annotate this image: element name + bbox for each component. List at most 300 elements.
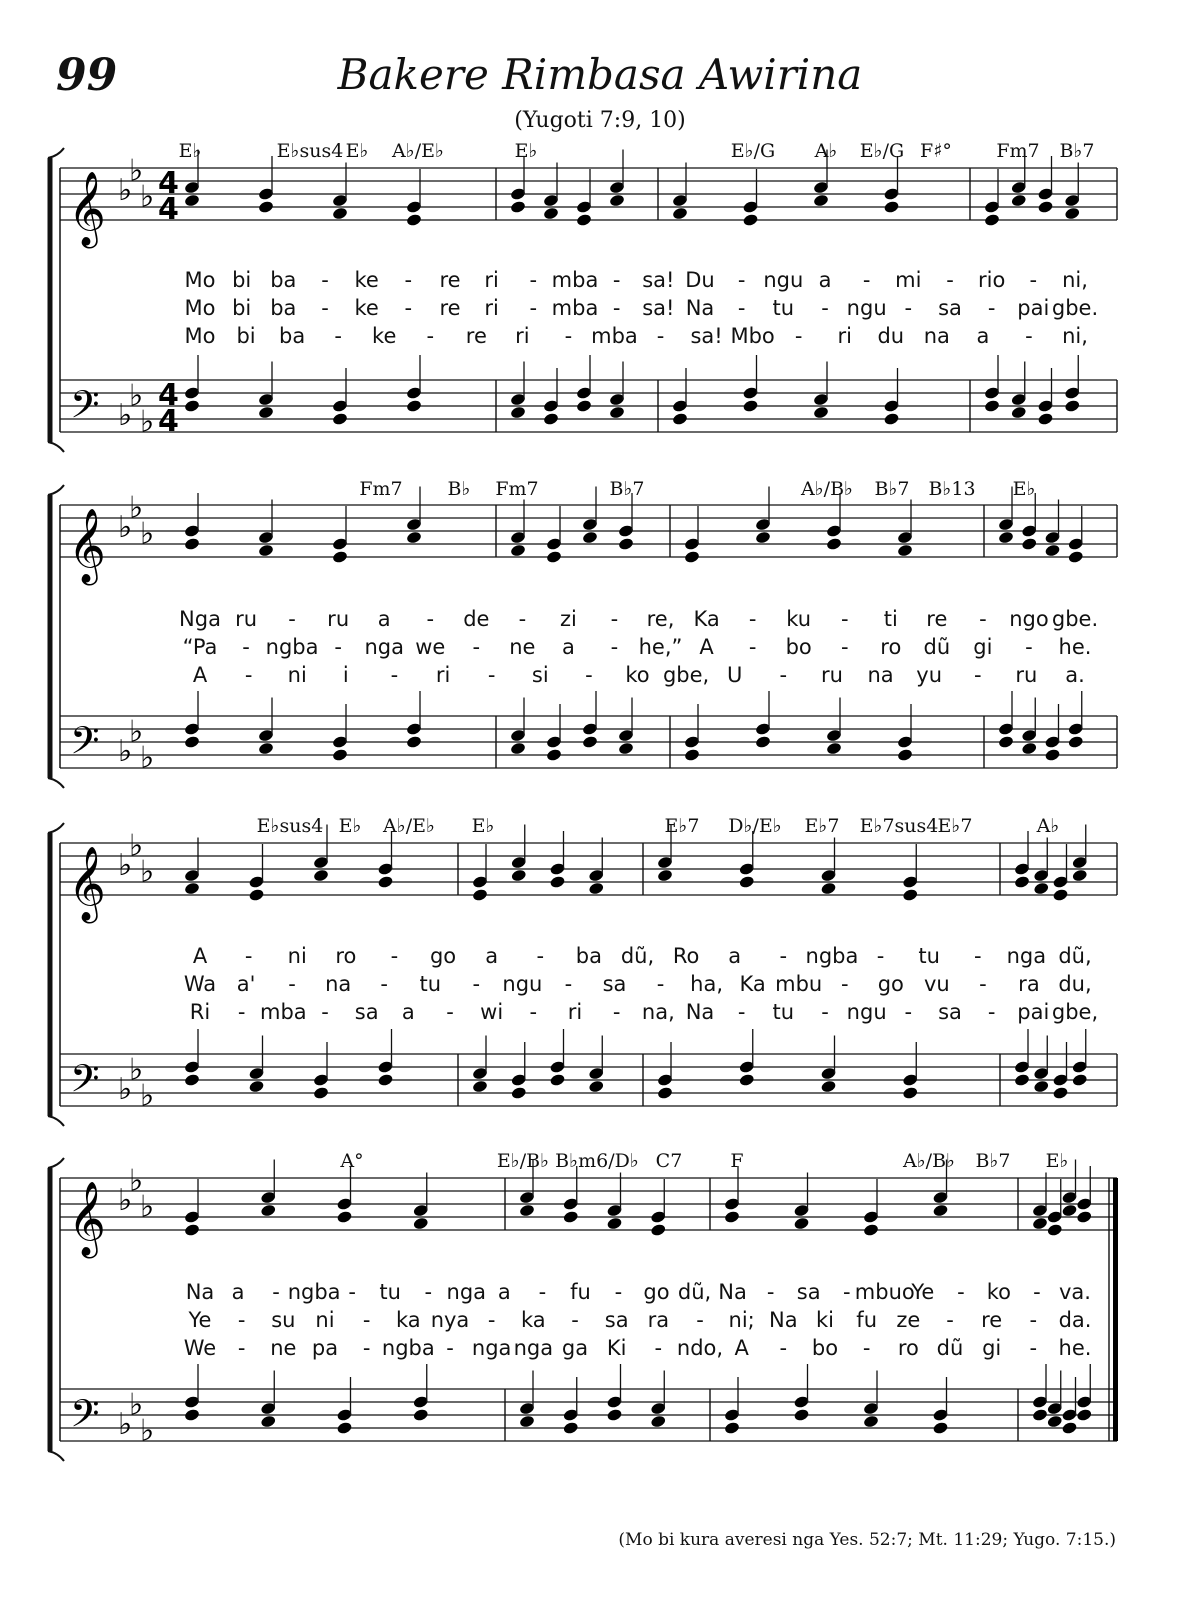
note-head: [412, 1408, 429, 1422]
lyric-syllable: mba: [591, 324, 638, 348]
chord-symbol: F♯°: [920, 140, 952, 162]
note-head: [863, 1414, 880, 1428]
lyric-syllable: ne: [270, 1336, 297, 1360]
lyric-syllable: -: [564, 324, 573, 348]
lyric-syllable: -: [612, 1000, 621, 1024]
note-head: [883, 412, 900, 426]
note-head: [657, 868, 674, 882]
note-head: [1067, 735, 1084, 749]
note-head: [738, 1073, 755, 1087]
lyric-syllable: ni,: [1062, 324, 1088, 348]
lyric-syllable: -: [987, 296, 996, 320]
lyric-syllable: Mo: [184, 268, 216, 292]
note-head: [510, 1086, 527, 1100]
lyric-syllable: ri: [837, 324, 852, 348]
note-head: [1010, 193, 1027, 207]
lyric-syllable: tu: [772, 296, 795, 320]
lyric-syllable: -: [487, 663, 496, 687]
lyric-syllable: -: [334, 635, 342, 659]
lyric-syllable: -: [237, 1336, 246, 1360]
lyric-syllable: sa!: [690, 324, 723, 348]
note-head: [1061, 1203, 1078, 1217]
lyric-syllable: he.: [1058, 1336, 1092, 1360]
lyric-syllable: sa: [354, 1000, 379, 1024]
note-head: [724, 1210, 741, 1224]
lyric-syllable: su: [271, 1308, 296, 1332]
chord-symbol: E♭: [338, 815, 362, 837]
lyric-syllable: Du: [685, 268, 715, 292]
lyric-syllable: rio: [977, 268, 1006, 292]
lyric-syllable: -: [979, 972, 987, 996]
lyric-syllable: sa: [938, 296, 962, 320]
bracket-hook: [48, 485, 64, 495]
lyric-syllable: dũ,: [677, 1280, 712, 1304]
lyric-syllable: Ka: [739, 972, 766, 996]
lyric-syllable: a: [231, 1280, 245, 1304]
lyric-syllable: ne: [509, 635, 536, 659]
bracket-hook: [48, 823, 64, 833]
note-head: [1064, 206, 1081, 220]
lyric-syllable: ko: [986, 1280, 1012, 1304]
lyric-syllable: ba: [278, 324, 306, 348]
lyric-syllable: -: [973, 663, 982, 687]
chord-symbol: Fm7: [359, 478, 403, 500]
note-head: [332, 206, 349, 220]
lyric-syllable: tu: [379, 1280, 401, 1304]
key-flat-icon: ♭: [118, 1407, 133, 1442]
key-flat-icon: ♭: [118, 734, 133, 769]
lyric-syllable: -: [242, 635, 250, 659]
lyric-syllable: mba: [551, 296, 599, 320]
note-head: [820, 1079, 837, 1093]
note-head: [248, 888, 265, 902]
lyric-syllable: ke: [354, 268, 379, 292]
lyric-syllable: -: [654, 1336, 663, 1360]
lyric-syllable: -: [424, 1280, 433, 1304]
lyric-syllable: ka: [395, 1308, 421, 1332]
lyric-syllable: ri: [484, 296, 499, 320]
chord-symbol: A♭/B♭: [800, 478, 854, 500]
chord-symbol: E♭: [471, 815, 495, 837]
note-head: [184, 881, 201, 895]
note-head: [672, 206, 689, 220]
lyric-syllable: ni,: [1062, 268, 1088, 292]
note-head: [332, 748, 349, 762]
lyric-syllable: -: [244, 944, 253, 968]
bass-clef-icon: 𝄢: [70, 718, 100, 772]
lyric-syllable: -: [612, 268, 621, 292]
note-head: [510, 543, 527, 557]
note-head: [1052, 888, 1069, 902]
lyric-syllable: -: [288, 607, 296, 631]
note-head: [546, 748, 563, 762]
lyric-syllable: sa: [604, 1308, 629, 1332]
note-head: [412, 1216, 429, 1230]
lyric-syllable: sa!: [642, 296, 675, 320]
lyric-syllable: -: [957, 1280, 965, 1304]
lyric-syllable: ngba: [287, 1280, 341, 1304]
note-head: [932, 1421, 949, 1435]
lyric-syllable: tu: [772, 1000, 795, 1024]
lyric-syllable: ba: [270, 268, 297, 292]
treble-clef-icon: 𝄞: [68, 172, 106, 246]
lyric-syllable: -: [987, 1000, 996, 1024]
note-head: [826, 741, 843, 755]
lyric-syllable: -: [380, 972, 388, 996]
lyric-syllable: -: [237, 1000, 246, 1024]
note-head: [606, 1408, 623, 1422]
note-head: [313, 1086, 330, 1100]
lyric-syllable: mi: [895, 268, 922, 292]
lyric-syllable: Na: [769, 1308, 798, 1332]
note-head: [742, 399, 759, 413]
lyric-syllable: fu: [570, 1280, 591, 1304]
note-head: [406, 735, 423, 749]
lyric-syllable: Mo: [184, 324, 216, 348]
chord-symbol: B♭7: [975, 1150, 1011, 1172]
note-head: [510, 405, 527, 419]
lyric-syllable: -: [288, 972, 296, 996]
note-head: [684, 748, 701, 762]
lyric-syllable: ru: [327, 607, 350, 631]
lyric-syllable: -: [571, 1308, 579, 1332]
lyric-syllable: -: [446, 1000, 454, 1024]
chord-symbol: E♭: [514, 140, 538, 162]
lyric-syllable: pa: [311, 1336, 339, 1360]
lyric-syllable: mba: [260, 1000, 307, 1024]
chord-symbol: F: [730, 1150, 744, 1172]
lyric-syllable: ngo: [1009, 607, 1049, 631]
lyric-syllable: -: [426, 324, 435, 348]
key-flat-icon: ♭: [140, 404, 155, 440]
note-head: [672, 412, 689, 426]
note-head: [984, 399, 1001, 413]
note-head: [549, 875, 566, 889]
lyric-syllable: mbu: [775, 972, 823, 996]
lyric-syllable: -: [1025, 324, 1033, 348]
lyric-syllable: sa: [602, 972, 627, 996]
lyric-syllable: -: [946, 268, 954, 292]
lyric-syllable: dũ: [936, 1336, 964, 1360]
note-head: [1014, 1073, 1031, 1087]
lyric-syllable: -: [529, 296, 538, 320]
lyric-syllable: mba: [551, 268, 599, 292]
bass-clef-icon: 𝄢: [70, 382, 100, 436]
note-head: [377, 1073, 394, 1087]
scripture-reference: (Yugoti 7:9, 10): [514, 108, 686, 133]
lyric-syllable: du,: [1058, 972, 1092, 996]
lyric-syllable: -: [779, 1336, 788, 1360]
lyric-syllable: -: [564, 972, 573, 996]
lyric-syllable: a: [497, 1280, 511, 1304]
lyric-syllable: na: [923, 324, 950, 348]
key-flat-icon: ♭: [118, 510, 133, 545]
bracket-hook: [48, 1116, 64, 1126]
lyric-syllable: -: [696, 1308, 704, 1332]
chord-symbol: A♭: [814, 140, 838, 162]
lyric-syllable: na,: [641, 1000, 675, 1024]
lyric-syllable: -: [610, 607, 619, 631]
lyric-syllable: we: [415, 635, 446, 659]
lyric-syllable: go: [429, 944, 457, 968]
lyric-syllable: dũ,: [620, 944, 655, 968]
lyric-syllable: ra: [647, 1308, 670, 1332]
note-head: [902, 1086, 919, 1100]
note-head: [1046, 1414, 1063, 1428]
note-head: [998, 530, 1015, 544]
key-flat-icon: ♭: [140, 1413, 155, 1449]
note-head: [1052, 1086, 1069, 1100]
lyric-syllable: gi: [982, 1336, 1002, 1360]
lyric-syllable: Ro: [672, 944, 700, 968]
chord-symbol: E♭/B♭: [496, 1150, 550, 1172]
note-head: [650, 1223, 667, 1237]
chord-symbol: E♭: [1012, 478, 1036, 500]
note-head: [510, 200, 527, 214]
lyric-syllable: ni: [315, 1308, 335, 1332]
lyric-syllable: -: [518, 607, 527, 631]
note-head: [184, 537, 201, 551]
lyric-syllable: ru: [820, 663, 843, 687]
lyric-syllable: ri: [484, 268, 499, 292]
lyric-syllable: A: [699, 635, 714, 659]
lyric-syllable: ke: [354, 296, 379, 320]
lyric-syllable: du: [877, 324, 905, 348]
note-head: [562, 1210, 579, 1224]
lyric-syllable: re: [465, 324, 487, 348]
lyric-syllable: na: [867, 663, 894, 687]
bracket-hook: [48, 778, 64, 788]
time-signature-top: 4: [158, 166, 179, 201]
lyric-syllable: gbe.: [1051, 607, 1099, 631]
note-head: [684, 550, 701, 564]
lyric-syllable: bo: [785, 635, 812, 659]
lyric-syllable: zi: [559, 607, 577, 631]
lyric-syllable: -: [487, 1308, 496, 1332]
key-flat-icon: ♭: [129, 153, 144, 189]
lyric-syllable: -: [612, 296, 621, 320]
note-head: [406, 213, 423, 227]
key-flat-icon: ♭: [140, 740, 155, 776]
lyric-syllable: -: [390, 663, 399, 687]
chord-symbol: B♭7: [609, 478, 645, 500]
lyric-syllable: -: [946, 1308, 954, 1332]
chord-symbol: E♭7: [937, 815, 973, 837]
lyric-syllable: -: [904, 1000, 913, 1024]
bass-clef-icon: 𝄢: [70, 1391, 100, 1445]
key-flat-icon: ♭: [140, 516, 155, 552]
lyric-syllable: -: [862, 1336, 871, 1360]
chord-symbol: Fm7: [996, 140, 1040, 162]
chord-symbol: A°: [340, 1150, 364, 1172]
lyric-syllable: nga: [1006, 944, 1047, 968]
note-head: [1061, 1421, 1078, 1435]
note-head: [813, 193, 830, 207]
lyric-syllable: re: [439, 268, 461, 292]
note-head: [260, 1203, 277, 1217]
lyric-syllable: Mbo: [730, 324, 775, 348]
note-head: [793, 1216, 810, 1230]
lyric-syllable: bo: [811, 1336, 839, 1360]
time-signature-top: 4: [158, 378, 179, 413]
lyric-syllable: -: [1029, 1336, 1038, 1360]
lyric-syllable: ze: [896, 1308, 921, 1332]
lyric-syllable: re: [926, 607, 948, 631]
lyric-syllable: ni;: [728, 1308, 755, 1332]
note-head: [543, 206, 560, 220]
lyric-syllable: a: [818, 268, 832, 292]
lyric-syllable: go: [877, 972, 904, 996]
lyric-syllable: -: [876, 944, 885, 968]
lyric-syllable: -: [904, 296, 913, 320]
lyric-syllable: -: [840, 607, 849, 631]
note-head: [998, 735, 1015, 749]
note-head: [883, 200, 900, 214]
note-head: [184, 735, 201, 749]
lyric-syllable: We: [183, 1336, 217, 1360]
lyric-syllable: ngba: [805, 944, 859, 968]
lyric-syllable: -: [529, 268, 538, 292]
lyric-syllable: ngu: [763, 268, 804, 292]
lyric-syllable: -: [656, 324, 665, 348]
key-flat-icon: ♭: [129, 378, 144, 414]
lyric-syllable: a.: [1065, 663, 1085, 687]
note-head: [755, 735, 772, 749]
lyric-syllable: -: [585, 663, 593, 687]
note-head: [897, 543, 914, 557]
lyric-syllable: Ka: [693, 607, 720, 631]
note-head: [1071, 1073, 1088, 1087]
time-signature-bottom: 4: [158, 404, 179, 439]
lyric-syllable: ndo,: [676, 1336, 724, 1360]
lyric-syllable: gbe,: [1051, 1000, 1099, 1024]
note-head: [510, 868, 527, 882]
chord-symbol: B♭: [447, 478, 471, 500]
note-head: [1021, 741, 1038, 755]
lyric-syllable: -: [1025, 635, 1033, 659]
lyric-syllable: -: [766, 1280, 775, 1304]
bass-clef-icon: 𝄢: [70, 1056, 100, 1110]
key-flat-icon: ♭: [118, 1072, 133, 1107]
lyric-syllable: ko: [625, 663, 650, 687]
lyric-syllable: -: [821, 296, 829, 320]
note-head: [472, 1079, 489, 1093]
note-head: [1037, 412, 1054, 426]
note-head: [258, 543, 275, 557]
note-head: [184, 193, 201, 207]
lyric-syllable: -: [362, 1308, 371, 1332]
chord-symbol: D♭/E♭: [728, 815, 782, 837]
lyric-syllable: nga: [364, 635, 404, 659]
note-head: [724, 1421, 741, 1435]
lyric-syllable: U: [727, 663, 743, 687]
lyric-syllable: ngu: [846, 1000, 887, 1024]
lyric-syllable: -: [472, 635, 481, 659]
note-head: [609, 193, 626, 207]
lyric-syllable: a: [377, 607, 391, 631]
lyric-syllable: -: [272, 1280, 280, 1304]
treble-clef-icon: 𝄞: [68, 847, 106, 921]
note-head: [657, 1086, 674, 1100]
chord-symbol: E♭sus4: [256, 815, 324, 837]
lyric-syllable: gi: [973, 635, 993, 659]
lyric-syllable: re: [439, 296, 461, 320]
lyric-syllable: A: [192, 944, 208, 968]
note-head: [562, 1421, 579, 1435]
lyric-syllable: wi: [480, 1000, 504, 1024]
lyric-syllable: sa: [796, 1280, 821, 1304]
lyric-syllable: he,”: [638, 635, 683, 659]
lyric-syllable: “Pa: [182, 635, 218, 659]
lyric-syllable: a: [728, 944, 742, 968]
lyric-syllable: -: [840, 972, 849, 996]
lyric-syllable: na: [325, 972, 352, 996]
lyric-syllable: -: [821, 1000, 829, 1024]
lyric-syllable: ti: [883, 607, 898, 631]
treble-clef-icon: 𝄞: [68, 509, 106, 583]
lyric-syllable: -: [446, 1336, 454, 1360]
key-flat-icon: ♭: [118, 848, 133, 883]
note-head: [813, 405, 830, 419]
note-head: [618, 741, 635, 755]
lyric-syllable: -: [1029, 268, 1038, 292]
lyric-syllable: bi: [236, 324, 256, 348]
note-head: [332, 412, 349, 426]
treble-clef-icon: 𝄞: [68, 1182, 106, 1256]
chord-symbol: C7: [655, 1150, 683, 1172]
note-head: [1044, 543, 1061, 557]
note-head: [1076, 1408, 1093, 1422]
lyric-syllable: -: [321, 1000, 329, 1024]
note-head: [184, 1223, 201, 1237]
note-head: [332, 550, 349, 564]
note-head: [1044, 748, 1061, 762]
lyric-syllable: Nga: [179, 607, 221, 631]
lyric-syllable: a: [561, 635, 575, 659]
lyric-syllable: Wa: [183, 972, 217, 996]
note-head: [546, 550, 563, 564]
lyric-syllable: ba: [575, 944, 602, 968]
note-head: [742, 213, 759, 227]
lyric-syllable: -: [979, 607, 987, 631]
lyric-syllable: A: [734, 1336, 749, 1360]
note-head: [377, 875, 394, 889]
note-head: [260, 1414, 277, 1428]
lyric-syllable: ra: [1018, 972, 1040, 996]
note-head: [1071, 868, 1088, 882]
key-flat-icon: ♭: [129, 828, 144, 864]
key-flat-icon: ♭: [118, 1183, 133, 1218]
lyric-syllable: ru: [1015, 663, 1038, 687]
key-flat-icon: ♭: [118, 173, 133, 208]
lyric-syllable: tu: [419, 972, 442, 996]
lyric-syllable: pai: [1017, 1000, 1050, 1024]
note-head: [1046, 1223, 1063, 1237]
lyric-syllable: -: [862, 268, 871, 292]
lyric-syllable: fu: [856, 1308, 878, 1332]
lyric-syllable: a: [401, 1000, 415, 1024]
lyric-syllable: pai: [1017, 296, 1050, 320]
chord-symbol: E♭7: [664, 815, 700, 837]
lyric-syllable: -: [536, 944, 545, 968]
lyric-syllable: -: [748, 635, 757, 659]
note-head: [510, 741, 527, 755]
lyric-syllable: ngu: [502, 972, 543, 996]
lyric-syllable: yu: [916, 663, 943, 687]
lyric-syllable: ro: [335, 944, 357, 968]
lyric-syllable: ngba: [265, 635, 319, 659]
lyric-syllable: ha,: [690, 972, 724, 996]
